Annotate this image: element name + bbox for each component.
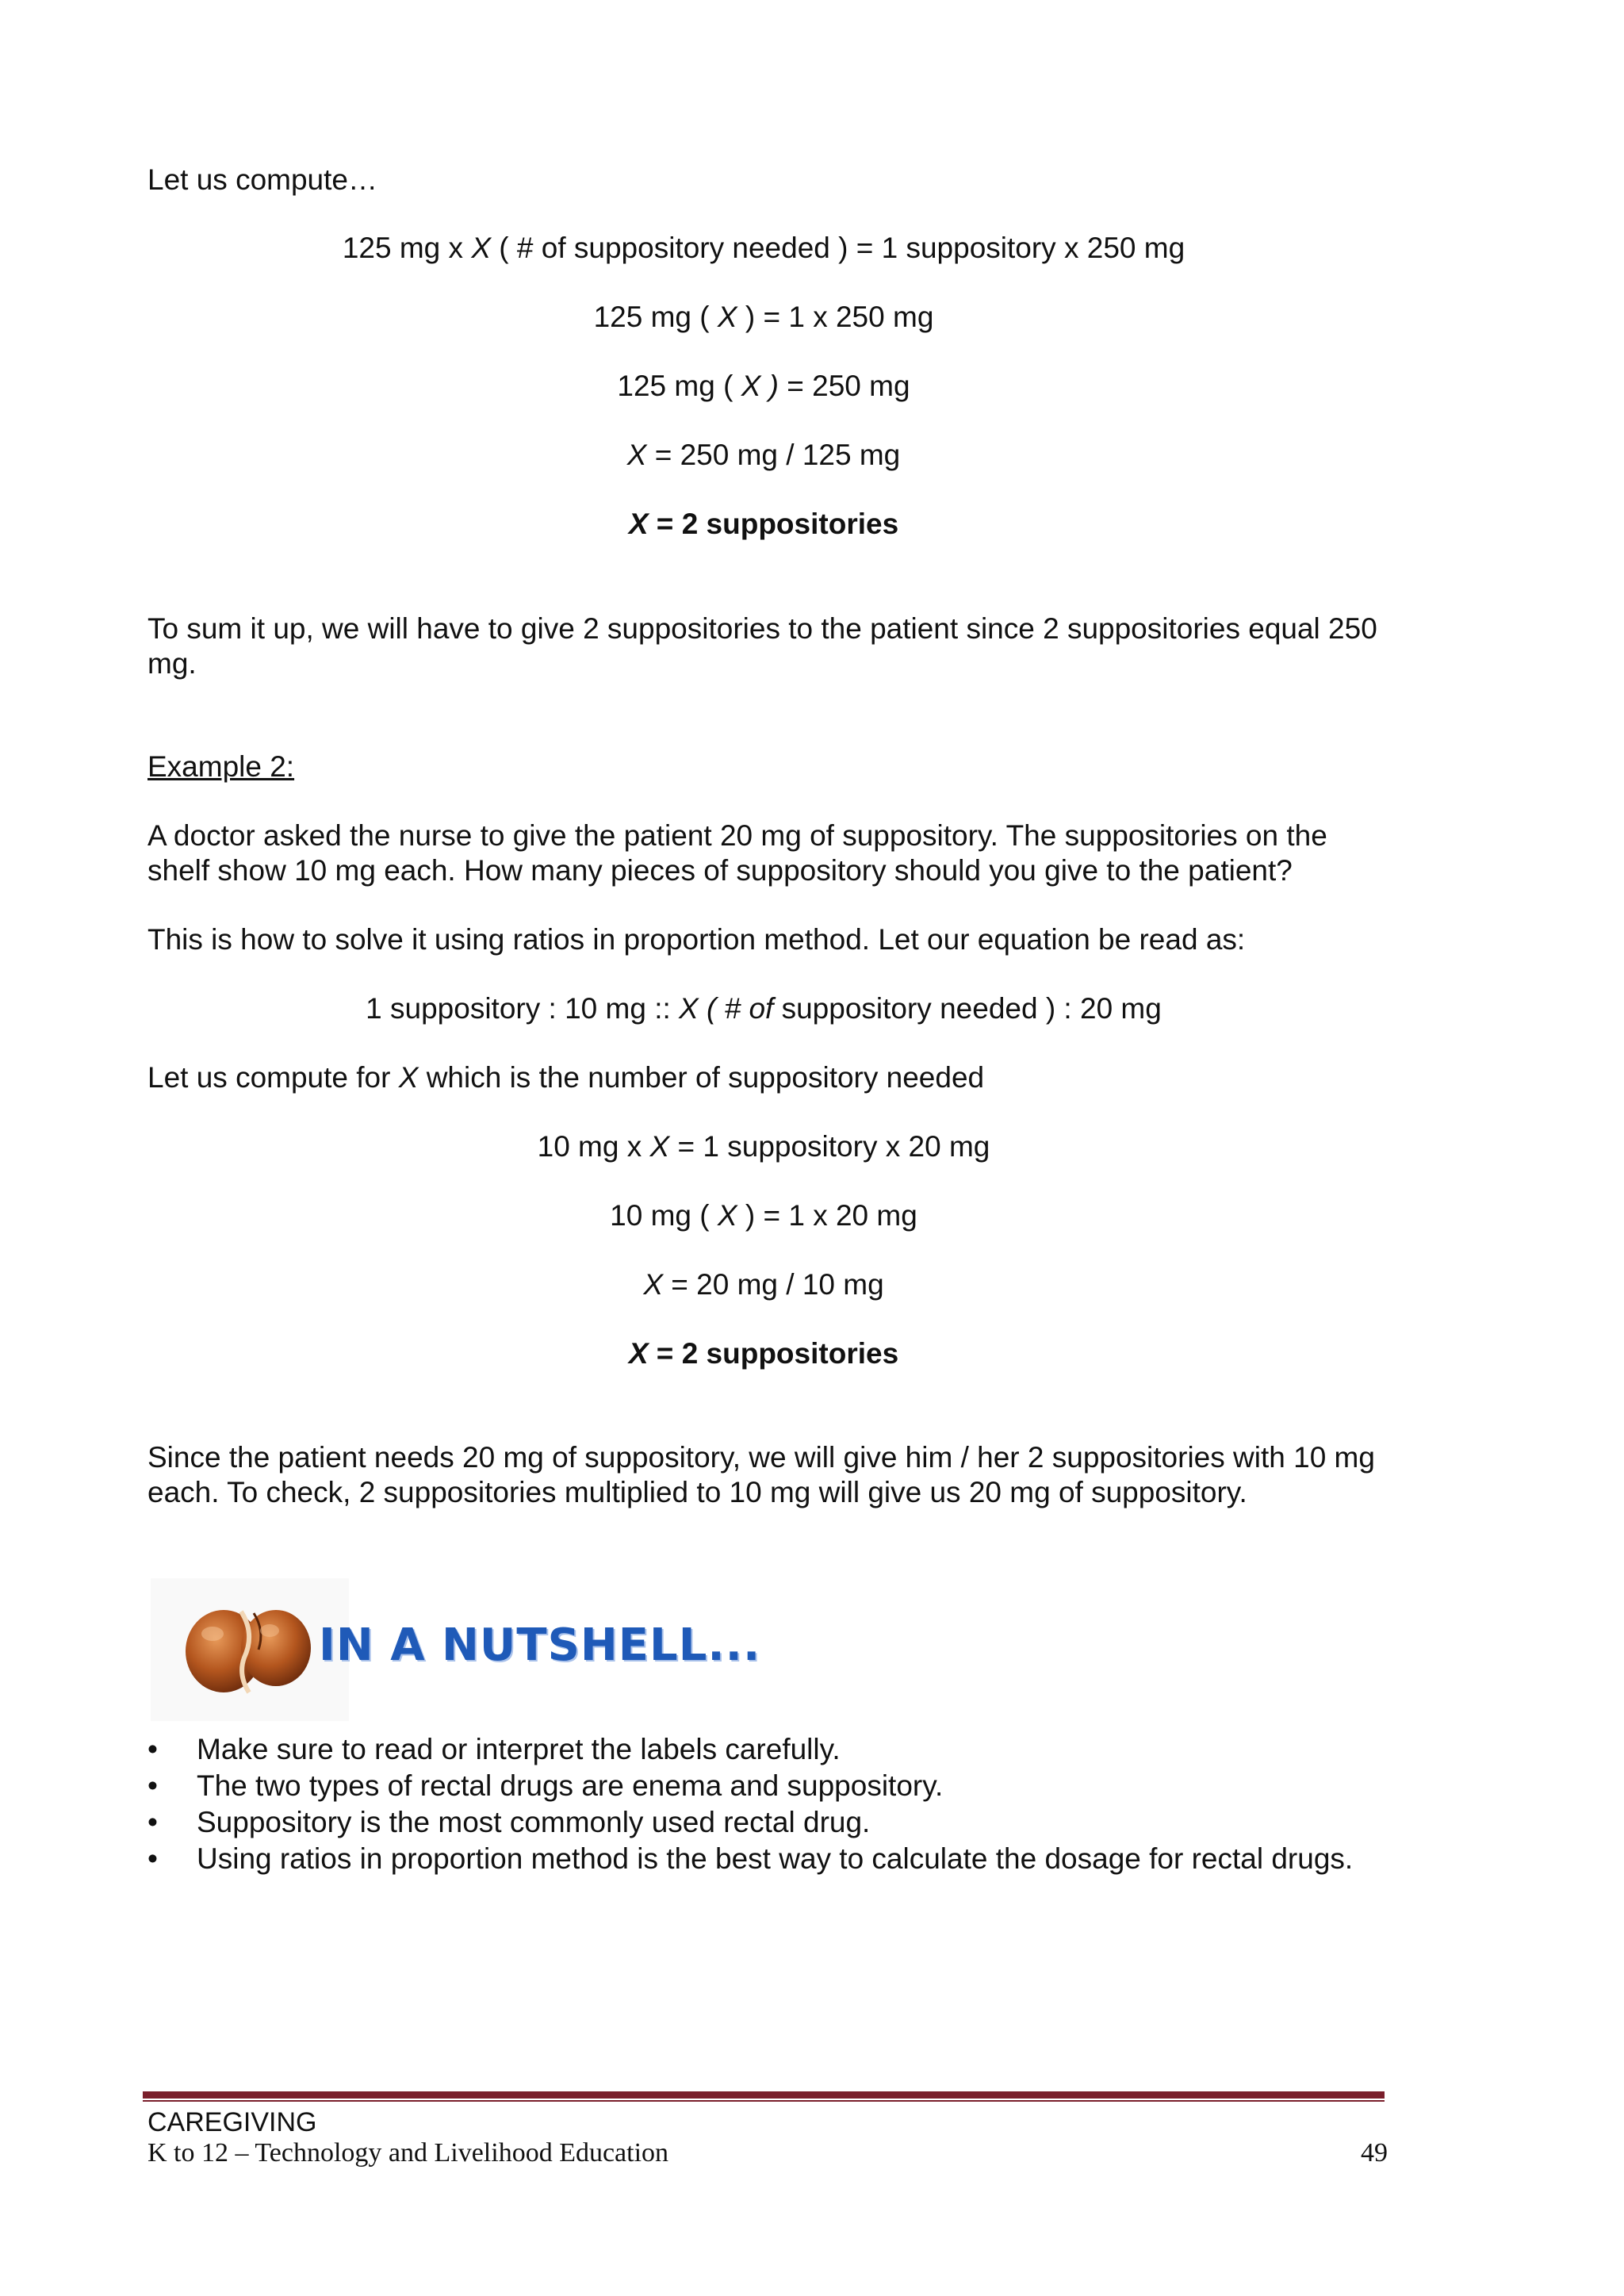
footer-rule-thin xyxy=(143,2100,1385,2102)
ratio-equation: 1 suppository : 10 mg :: X ( # of suppository needed ) : 20 mg xyxy=(366,992,1162,1025)
equation-5-result: X = 2 suppositories xyxy=(628,508,899,540)
page-number: 49 xyxy=(1361,2138,1388,2168)
hazelnut-icon xyxy=(182,1602,317,1697)
method-paragraph: This is how to solve it using ratios in proportion method. Let our equation be read as: xyxy=(147,923,1246,956)
summary-paragraph: To sum it up, we will have to give 2 suppositories to the patient since 2 suppositories equal 250 mg. xyxy=(147,612,1377,680)
bullet-icon: • xyxy=(147,1842,158,1875)
bullet-icon: • xyxy=(147,1733,158,1765)
example-2-equation-2: 10 mg ( X ) = 1 x 20 mg xyxy=(610,1199,917,1232)
bullet-icon: • xyxy=(147,1769,158,1802)
list-item: • Using ratios in proportion method is the best way to calculate the dosage for rectal drugs. xyxy=(147,1841,1385,1877)
example-2-equation-1: 10 mg x X = 1 suppository x 20 mg xyxy=(537,1130,990,1163)
example-2-equation-3: X = 20 mg / 10 mg xyxy=(643,1268,884,1301)
equation-4: X = 250 mg / 125 mg xyxy=(626,439,901,471)
footer-org: CAREGIVING xyxy=(147,2107,317,2137)
example-2-problem: A doctor asked the nurse to give the patient 20 mg of suppository. The suppositories on the shelf show 10 mg each. How many pieces of suppository should you give to the patient? xyxy=(147,819,1327,887)
compute-intro: Let us compute… xyxy=(147,163,377,196)
nutshell-bullet-list xyxy=(147,1731,1385,1877)
footer-subtitle: K to 12 – Technology and Livelihood Education xyxy=(147,2138,669,2168)
example-2-result: X = 2 suppositories xyxy=(628,1337,899,1370)
list-item: • Suppository is the most commonly used rectal drug. xyxy=(147,1804,1385,1841)
list-item: • Make sure to read or interpret the labels carefully. xyxy=(147,1731,1385,1768)
compute-for-x: Let us compute for X which is the number of suppository needed xyxy=(147,1061,985,1094)
nutshell-banner xyxy=(151,1578,761,1721)
footer-rule xyxy=(143,2091,1385,2099)
equation-3: 125 mg ( X ) = 250 mg xyxy=(617,370,910,402)
bullet-icon: • xyxy=(147,1806,158,1838)
equation-2: 125 mg ( X ) = 1 x 250 mg xyxy=(593,301,934,333)
conclusion-paragraph: Since the patient needs 20 mg of suppository, we will give him / her 2 suppositories with 10 mg each. To check, 2 suppositories multiplied to 10 mg will give us 20 mg of suppository. xyxy=(147,1441,1375,1508)
list-item: • The two types of rectal drugs are enema and suppository. xyxy=(147,1768,1385,1804)
nutshell-title: IN A NUTSHELL... xyxy=(319,1619,761,1671)
equation-1: 125 mg x X ( # of suppository needed ) = 1 suppository x 250 mg xyxy=(342,232,1185,264)
example-2-heading: Example 2: xyxy=(147,750,295,783)
